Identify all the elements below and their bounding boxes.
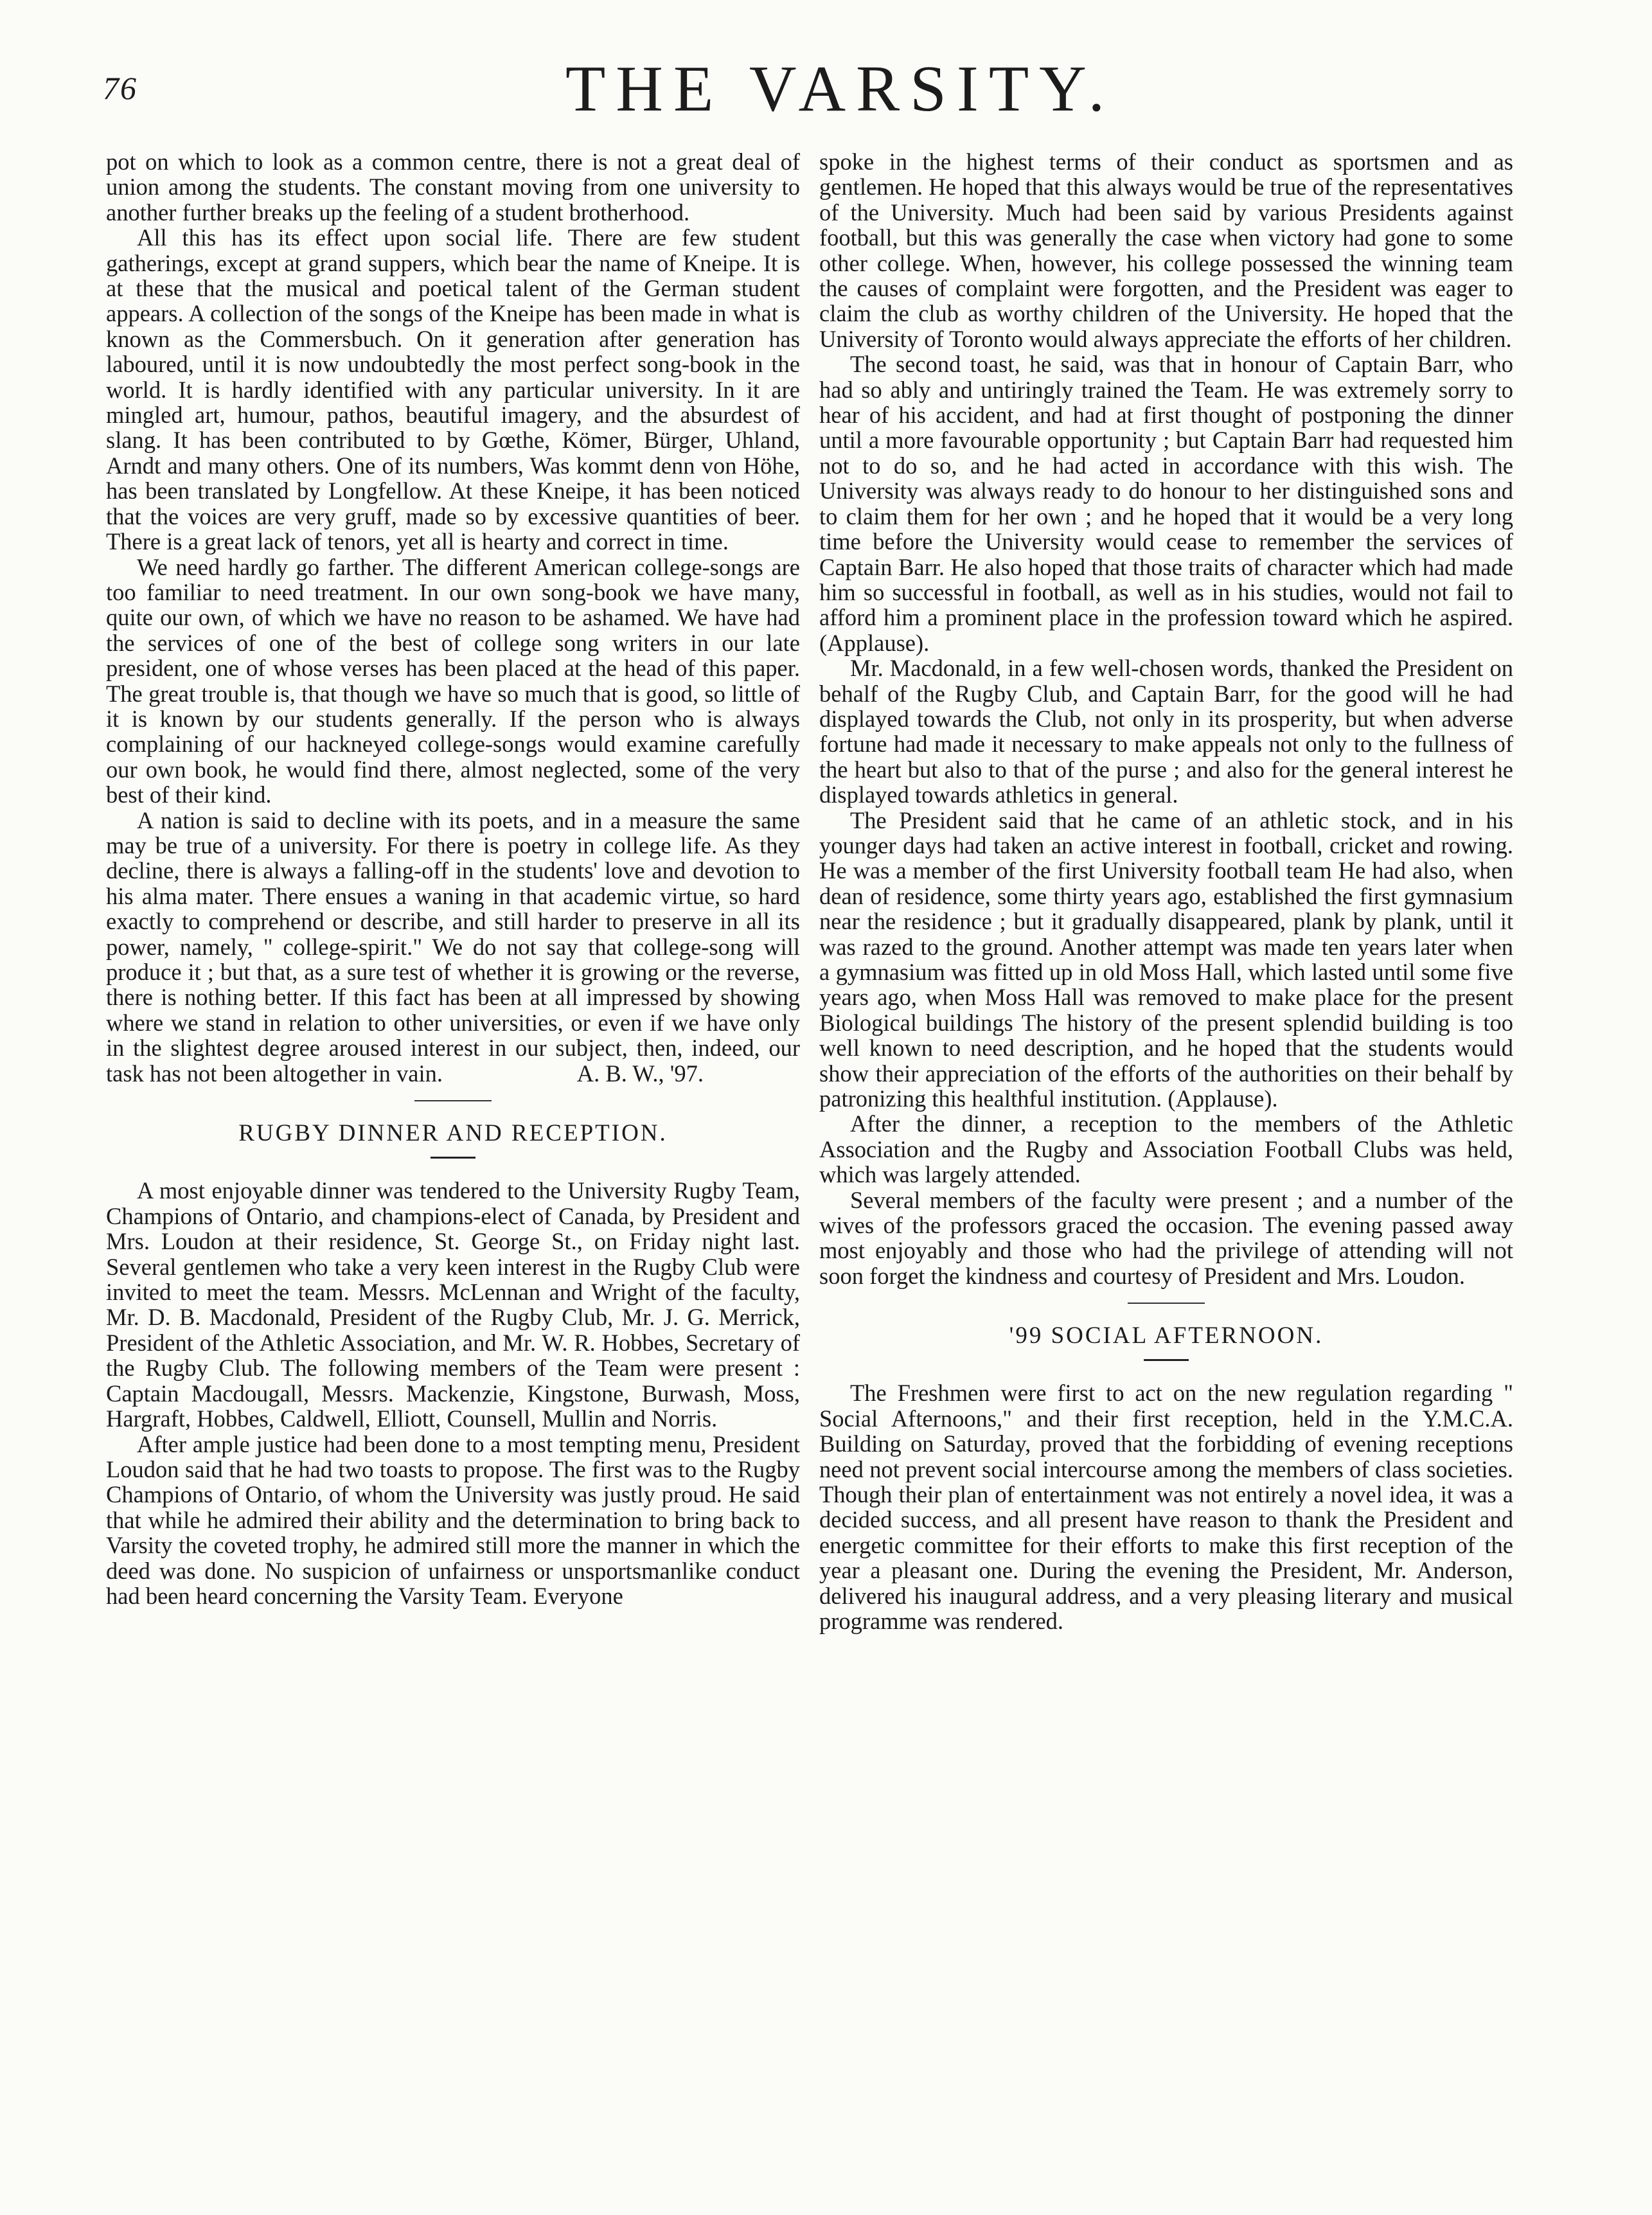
social-paragraph: The Freshmen were first to act on the new regulation regarding " Social Afternoons," and their first reception, held in the Y.M.C.A. Building on Saturday, proved that the forbidding of evening receptions need not prevent social intercourse among the members of class societies. Though their plan of entertainment was not entirely a novel idea, it was a decided success, and all present have reason to thank the President and energetic committee for their efforts to make this first reception of the year a pleasant one. During the evening the President, Mr. Anderson, delivered his inaugural address, and a very pleasing literary and musical programme was rendered. — [819, 1380, 1513, 1634]
rugby-paragraph: The second toast, he said, was that in honour of Captain Barr, who had so ably and untiringly trained the Team. He was extremely sorry to hear of his accident, and had at first thought of postponing the dinner until a more favourable opportunity ; but Captain Barr had requested him not to do so, and he had acted in accordance with this wish. The University was always ready to do honour to her distinguished sons and to claim them for her own ; and he hoped that it would be a very long time before the University would cease to remember the services of Captain Barr. He also hoped that those traits of character which had made him so successful in football, as well as in his studies, would not fail to afford him a prominent place in the profession toward which he aspired. (Applause). — [819, 351, 1513, 656]
rugby-paragraph: After ample justice had been done to a most tempting menu, President Loudon said that he had two toasts to propose. The first was to the Rugby Champions of Ontario, of whom the University was justly proud. He said that while he admired their ability and the determination to bring back to Varsity the coveted trophy, he admired still more the manner in which the deed was done. No suspicion of unfairness or unsportsmanlike conduct had been heard concerning the Varsity Team. Everyone — [106, 1430, 800, 1609]
author-signature: A. B. W., '97. — [576, 1060, 704, 1087]
masthead-title: THE VARSITY. — [565, 53, 1115, 125]
page-number: 76 — [103, 70, 138, 106]
rugby-paragraph: After the dinner, a reception to the members of the Athletic Association and the Rugby and Association Football Clubs was held, which was largely attended. — [819, 1110, 1513, 1188]
right-column — [819, 149, 1513, 1633]
left-column — [106, 149, 800, 1608]
article-paragraph: pot on which to look as a common centre, there is not a great deal of union among the students. The constant moving from one university to another further breaks up the feeling of a student brotherhood. — [106, 148, 800, 226]
article-paragraph: A nation is said to decline with its poets, and in a measure the same may be true of a university. For there is poetry in college life. As they decline, there is always a falling-off in the students' love and devotion to his alma mater. There ensues a waning in that academic virtue, so hard exactly to comprehend or describe, and still harder to preserve in all its power, namely, " college-spirit." We do not say that college-song will produce it ; but that, as a sure test of whether it is growing or the reverse, there is nothing better. If this fact has been at all impressed by showing where we stand in relation to other universities, or even if we have only in the slightest degree aroused interest in our subject, then, indeed, our task has not been altogether in vain. — [106, 806, 800, 1087]
section-divider — [1128, 1303, 1205, 1304]
title-rule — [431, 1157, 475, 1159]
page-header — [0, 0, 1652, 154]
article-paragraph: We need hardly go farther. The different American college-songs are too familiar to need treatment. In our own song-book we have many, quite our own, of which we have no reason to be ashamed. We have had the services of one of the best of college song writers in our late president, one of whose verses has been placed at the head of this paper. The great trouble is, that though we have so much that is good, so little of it is known by our students generally. If the person who is always complaining of our hackneyed college-songs would examine carefully our own book, he would find there, almost neglected, some of the very best of their kind. — [106, 553, 800, 808]
rugby-paragraph: A most enjoyable dinner was tendered to the University Rugby Team, Champions of Ontario, and champions-elect of Canada, by President and Mrs. Loudon at their residence, St. George St., on Friday night last. Several gentlemen who take a very keen interest in the Rugby Club were invited to meet the team. Messrs. McLennan and Wright of the faculty, Mr. D. B. Macdonald, President of the Rugby Club, Mr. J. G. Merrick, President of the Athletic Association, and Mr. W. R. Hobbes, Secretary of the Rugby Club. The following members of the Team were present : Captain Macdougall, Messrs. Mackenzie, Kingstone, Burwash, Moss, Hargraft, Hobbes, Caldwell, Elliott, Counsell, Mullin and Norris. — [106, 1177, 800, 1432]
article-paragraph: All this has its effect upon social life. There are few student gatherings, except at grand suppers, which bear the name of Kneipe. It is at these that the musical and poetical talent of the German student appears. A collection of the songs of the Kneipe has been made in what is known as the Commersbuch. On it generation after generation has laboured, until it is now undoubtedly the most perfect song-book in the world. It is hardly identified with any particular university. In it are mingled art, humour, pathos, beautiful imagery, and the absurdest of slang. It has been contributed to by Gœthe, Kömer, Bürger, Uhland, Arndt and many others. One of its numbers, Was kommt denn von Höhe, has been translated by Longfellow. At these Kneipe, it has been noticed that the voices are very gruff, made so by excessive quantities of beer. There is a great lack of tenors, yet all is hearty and correct in time. — [106, 224, 800, 555]
rugby-paragraph: The President said that he came of an athletic stock, and in his younger days had taken an active interest in football, cricket and rowing. He was a member of the first University football team He had also, when dean of residence, some thirty years ago, established the first gymnasium near the residence ; but it gradually disappeared, plank by plank, until it was razed to the ground. Another attempt was made ten years later when a gymnasium was fitted up in old Moss Hall, which lasted until some five years ago, when Moss Hall was removed to make place for the present Biological buildings The history of the present splendid building is too well known to need description, and he hoped that the students would show their appreciation of the efforts of the authorities on their behalf by patronizing this healthful institution. (Applause). — [819, 806, 1513, 1112]
rugby-paragraph: Mr. Macdonald, in a few well-chosen words, thanked the President on behalf of the Rugby Club, and Captain Barr, for the good will he had displayed towards the Club, not only in its prosperity, but when adverse fortune had made it necessary to make appeals not only to the fullness of the heart but also to that of the purse ; and also for the general interest he displayed towards athletics in general. — [819, 655, 1513, 808]
rugby-paragraph: Several members of the faculty were present ; and a number of the wives of the professors graced the occasion. The evening passed away most enjoyably and those who had the privilege of attending will not soon forget the kindness and courtesy of President and Mrs. Loudon. — [819, 1186, 1513, 1289]
title-rule — [1144, 1359, 1189, 1361]
rugby-section-title: RUGBY DINNER AND RECEPTION. — [238, 1120, 668, 1147]
social-section-title: '99 SOCIAL AFTERNOON. — [1009, 1322, 1324, 1349]
section-divider — [414, 1100, 492, 1101]
rugby-paragraph: spoke in the highest terms of their conduct as sportsmen and as gentlemen. He hoped that this always would be true of the representatives of the University. Much had been said by various Presidents against football, but this was generally the case when victory had gone to some other college. When, however, his college possessed the winning team the causes of complaint were forgotten, and the President was eager to claim the club as worthy children of the University. He hoped that the University of Toronto would always appreciate the efforts of her children. — [819, 148, 1513, 352]
